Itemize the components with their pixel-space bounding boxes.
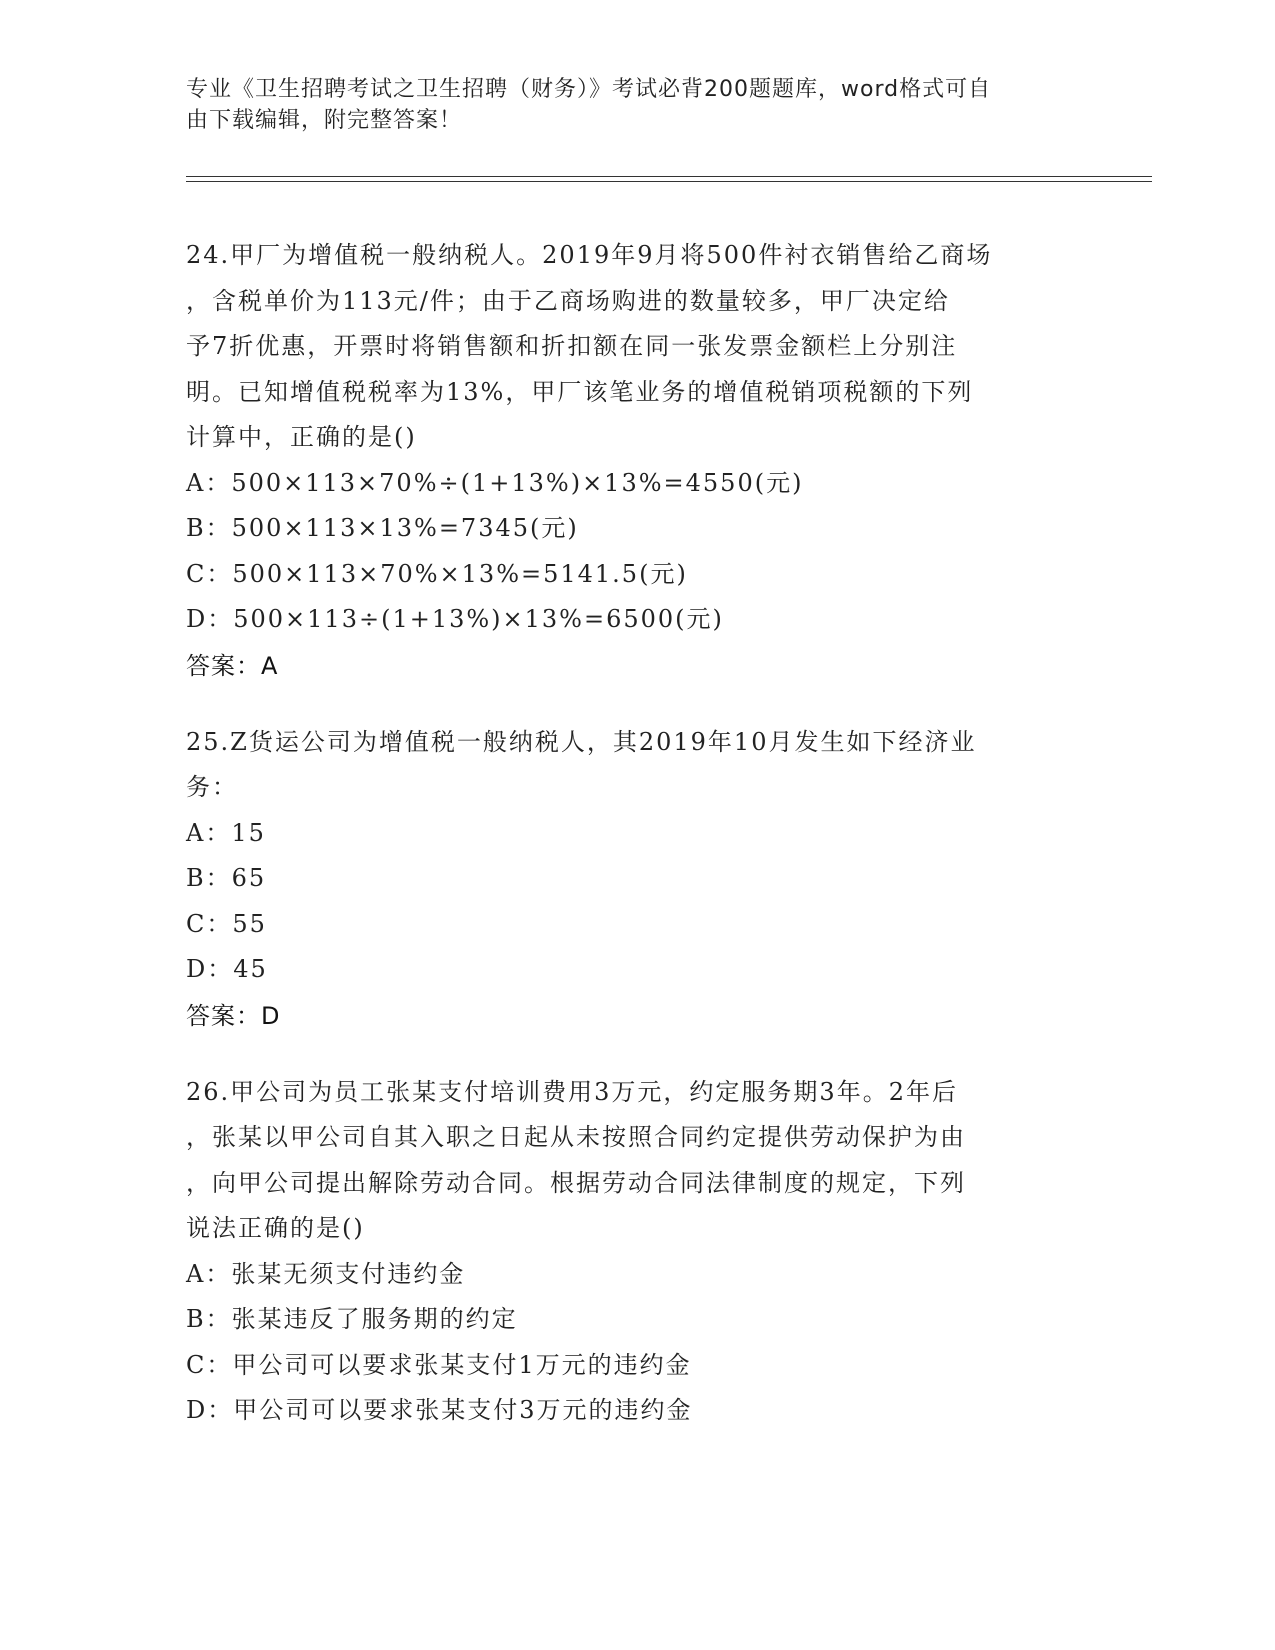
answer-line: 答案：D bbox=[186, 1001, 281, 1030]
stem-line: 计算中，正确的是() bbox=[186, 423, 417, 451]
question-26 bbox=[186, 1070, 1086, 1434]
stem-line: 明。已知增值税税率为13%，甲厂该笔业务的增值税销项税额的下列 bbox=[186, 377, 974, 406]
question-stem bbox=[186, 233, 1086, 461]
option-b: B：65 bbox=[186, 864, 267, 892]
header-rule-bottom bbox=[186, 181, 1152, 182]
question-25 bbox=[186, 720, 1086, 1039]
stem-line: 务： bbox=[186, 773, 238, 801]
option-c: C：甲公司可以要求张某支付1万元的违约金 bbox=[186, 1350, 692, 1379]
option-b: B：张某违反了服务期的约定 bbox=[186, 1305, 518, 1333]
option-a: A：500×113×70%÷(1+13%)×13%=4550(元) bbox=[186, 468, 804, 497]
option-c: C：500×113×70%×13%=5141.5(元) bbox=[186, 559, 688, 588]
answer-line: 答案：A bbox=[186, 651, 279, 680]
question-list bbox=[186, 233, 1086, 1465]
option-d: D：甲公司可以要求张某支付3万元的违约金 bbox=[186, 1396, 693, 1424]
stem-line: 说法正确的是() bbox=[186, 1214, 365, 1242]
stem-line: 26.甲公司为员工张某支付培训费用3万元，约定服务期3年。2年后 bbox=[186, 1077, 958, 1106]
stem-line: 24.甲厂为增值税一般纳税人。2019年9月将500件衬衣销售给乙商场 bbox=[186, 241, 993, 269]
header-line-2: 由下载编辑，附完整答案！ bbox=[186, 108, 463, 133]
option-a: A：15 bbox=[186, 818, 266, 847]
stem-line: ，向甲公司提出解除劳动合同。根据劳动合同法律制度的规定，下列 bbox=[186, 1168, 966, 1197]
option-c: C：55 bbox=[186, 909, 267, 938]
option-d: D：500×113÷(1+13%)×13%=6500(元) bbox=[186, 605, 724, 633]
option-a: A：张某无须支付违约金 bbox=[186, 1259, 466, 1288]
stem-line: ，张某以甲公司自其入职之日起从未按照合同约定提供劳动保护为由 bbox=[186, 1123, 966, 1151]
stem-line: ，含税单价为113元/件；由于乙商场购进的数量较多，甲厂决定给 bbox=[186, 286, 950, 315]
header-rule-top bbox=[186, 176, 1152, 177]
option-d: D：45 bbox=[186, 955, 268, 983]
header-line-1: 专业《卫生招聘考试之卫生招聘（财务）》考试必背200题题库，word格式可自 bbox=[186, 77, 992, 102]
question-stem bbox=[186, 1070, 1086, 1252]
stem-line: 予7折优惠，开票时将销售额和折扣额在同一张发票金额栏上分别注 bbox=[186, 332, 958, 360]
question-24 bbox=[186, 233, 1086, 689]
document-header bbox=[186, 74, 1066, 136]
stem-line: 25.Z货运公司为增值税一般纳税人，其2019年10月发生如下经济业 bbox=[186, 727, 977, 756]
option-b: B：500×113×13%=7345(元) bbox=[186, 514, 579, 542]
question-stem bbox=[186, 720, 1086, 811]
